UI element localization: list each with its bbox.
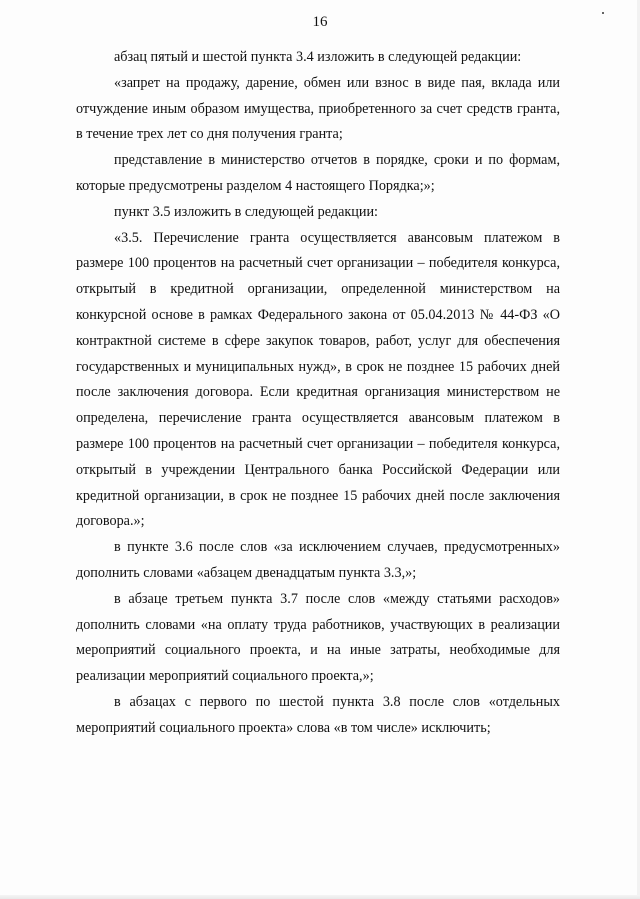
paragraph-amend-3-7: в абзаце третьем пункта 3.7 после слов «между статьями расходов» дополнить словами «на оплату труда работников, участвующих в реализации мероприятий социального проекта, и на иные затраты, необходимые для реализации мероприятий социального проекта,»;: [76, 590, 560, 685]
page-number: 16: [312, 14, 328, 30]
paragraph-amend-3-8: в абзацах с первого по шестой пункта 3.8 после слов «отдельных мероприятий социального проекта» слова «в том числе» исключить;: [76, 693, 560, 736]
paragraph-reports-submission: представление в министерство отчетов в порядке, сроки и по формам, которые предусмотрены разделом 4 настоящего Порядка;»;: [76, 152, 560, 194]
paragraph-amend-3-6: в пункте 3.6 после слов «за исключением случаев, предусмотренных» дополнить словами «абзацем двенадцатым пункта 3.3,»;: [76, 539, 560, 581]
document-body: [76, 45, 560, 742]
paragraph-grant-transfer: «3.5. Перечисление гранта осуществляется авансовым платежом в размере 100 процентов на расчетный счет организации – победителя конкурса, открытый в кредитной организации, определенной министерством на конкурсной основе в рамках Федерального закона от 05.04.2013 № 44-ФЗ «О контрактной системе в сфере закупок товаров, работ, услуг для обеспечения государственных и муниципальных нужд», в срок не позднее 15 рабочих дней после заключения договора. Если кредитная организация министерством не определена, перечисление гранта осуществляется авансовым платежом в размере 100 процентов на расчетный счет организации – победителя конкурса, открытый в учреждении Центрального банка Российской Федерации или кредитной организации, в срок не позднее 15 рабочих дней после заключения договора.»;: [76, 229, 560, 530]
paragraph-amend-3-5-intro: пункт 3.5 изложить в следующей редакции:: [114, 203, 378, 220]
paragraph-amend-3-4-intro: абзац пятый и шестой пункта 3.4 изложить в следующей редакции:: [114, 49, 522, 65]
paragraph-sale-prohibition: «запрет на продажу, дарение, обмен или взнос в виде пая, вклада или отчуждение иным образом имущества, приобретенного за счет средств гранта, в течение трех лет со дня получения гранта;: [76, 74, 560, 143]
scan-edge-bottom: [0, 895, 640, 899]
